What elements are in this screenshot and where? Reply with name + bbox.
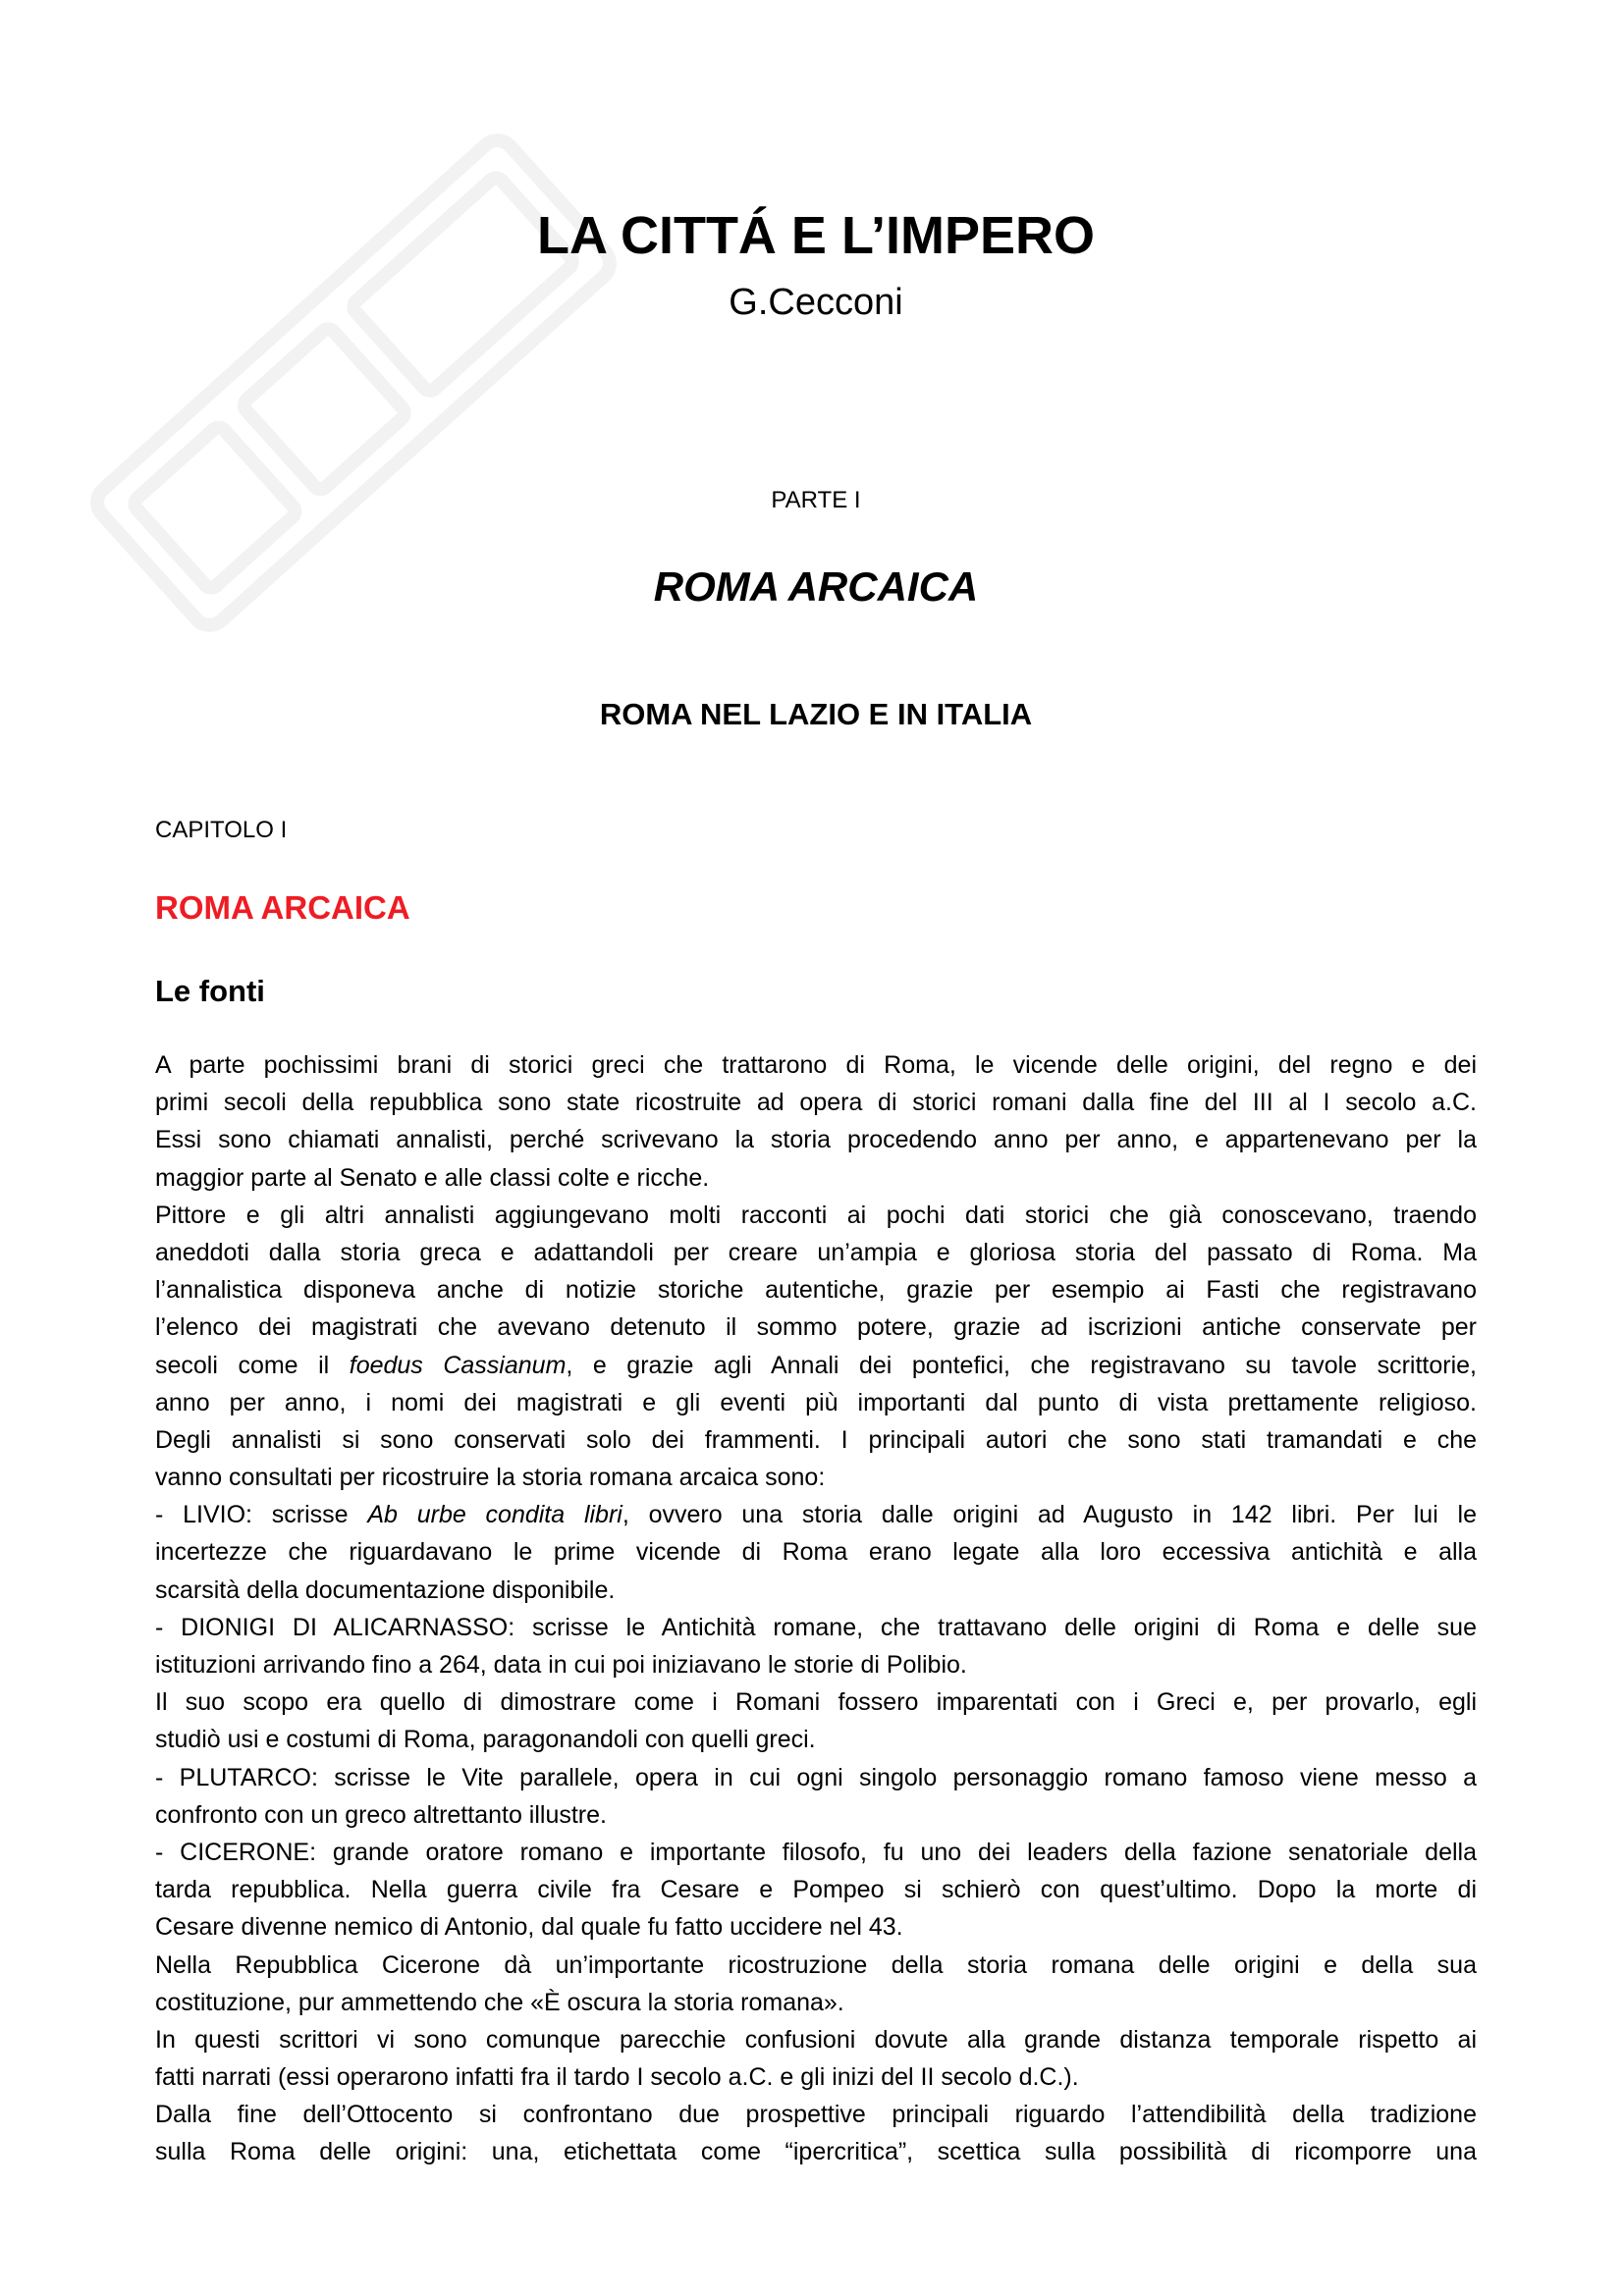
body-line: - CICERONE: grande oratore romano e importante filosofo, fu uno dei leaders della fazione senatoriale della [155,1838,1477,1866]
section-title: ROMA NEL LAZIO E IN ITALIA [599,697,1033,731]
body-line: vanno consultati per ricostruire la storia romana arcaica sono: [155,1464,826,1492]
body-line: aneddoti dalla storia greca e adattandoli per creare un’ampia e gloriosa storia del passato di Roma. Ma [155,1238,1477,1266]
body-line-emphasis: Ab urbe condita libri [367,1501,622,1529]
body-line: anno per anno, i nomi dei magistrati e gli eventi più importanti dal punto di vista prettamente religioso. [155,1388,1477,1416]
body-line: incertezze che riguardavano le prime vicende di Roma erano legate alla loro eccessiva antichità e alla [155,1538,1477,1567]
body-line-text: - LIVIO: scrisse [155,1501,368,1529]
body-line: scarsità della documentazione disponibile. [155,1575,616,1604]
body-line: confronto con un greco altrettanto illustre. [155,1800,607,1829]
body-line: Cesare divenne nemico di Antonio, dal quale fu fatto uccidere nel 43. [155,1913,903,1942]
body-line: Nella Repubblica Cicerone dà un’importante ricostruzione della storia romana delle origini e della sua [155,1950,1477,1979]
body-line-text: , e grazie agli Annali dei pontefici, che registravano su tavole scrittorie, [566,1351,1477,1379]
document-author: G.Cecconi [729,282,903,323]
body-line: sulla Roma delle origini: una, etichettata come “ipercritica”, scettica sulla possibilità di ricomporre una [155,2138,1477,2166]
body-text [155,1046,1477,2171]
body-line: A parte pochissimi brani di storici greci che trattarono di Roma, le vicende delle origini, del regno e dei [155,1051,1477,1079]
body-line: l’annalistica disponeva anche di notizie storiche autentiche, grazie per esempio ai Fasti che registravano [155,1276,1477,1305]
body-line: Dalla fine dell’Ottocento si confrontano due prospettive principali riguardo l’attendibilità della tradizione [155,2101,1477,2129]
body-line: Essi sono chiamati annalisti, perché scrivevano la storia procedendo anno per anno, e appartenevano per la [155,1126,1477,1154]
part-title: ROMA ARCAICA [653,563,979,610]
body-line [155,1347,1477,1384]
body-line: fatti narrati (essi operarono infatti fra il tardo I secolo a.C. e gli inizi del II secolo d.C.). [155,2063,1079,2092]
chapter-label: CAPITOLO I [155,817,288,843]
body-line: primi secoli della repubblica sono state ricostruite ad opera di storici romani dalla fine del III al I secolo a.C. [155,1089,1477,1117]
body-line: Degli annalisti si sono conservati solo dei frammenti. I principali autori che sono stati tramandati e che [155,1425,1477,1454]
body-line: - PLUTARCO: scrisse le Vite parallele, opera in cui ogni singolo personaggio romano famoso viene messo a [155,1763,1477,1791]
body-line: istituzioni arrivando fino a 264, data in cui poi iniziavano le storie di Polibio. [155,1651,967,1679]
body-line: - DIONIGI DI ALICARNASSO: scrisse le Antichità romane, che trattavano delle origini di Roma e delle sue [155,1613,1477,1641]
body-line: studiò usi e costumi di Roma, paragonandoli con quelli greci. [155,1726,816,1754]
chapter-title: ROMA ARCAICA [155,889,410,926]
body-line: Pittore e gli altri annalisti aggiungevano molti racconti ai pochi dati storici che già conoscevano, traendo [155,1201,1477,1229]
body-line-text: , ovvero una storia dalle origini ad Augusto in 142 libri. Per lui le [622,1501,1477,1529]
body-line: costituzione, pur ammettendo che «È oscura la storia romana». [155,1988,844,2016]
body-line-emphasis: foedus Cassianum [349,1351,567,1379]
document-title: LA CITTÁ E L’IMPERO [536,206,1095,265]
body-line: Il suo scopo era quello di dimostrare come i Romani fossero imparentati con i Greci e, per provarlo, egli [155,1688,1477,1717]
body-line: maggior parte al Senato e alle classi colte e ricche. [155,1163,710,1192]
body-line: tarda repubblica. Nella guerra civile fra Cesare e Pompeo si schierò con quest’ultimo. Dopo la morte di [155,1876,1477,1904]
subsection-title: Le fonti [155,974,265,1008]
body-line: l’elenco dei magistrati che avevano detenuto il sommo potere, grazie ad iscrizioni antiche conservate per [155,1313,1477,1342]
body-line [155,1496,1477,1533]
part-label: PARTE I [771,487,861,513]
body-line: In questi scrittori vi sono comunque parecchie confusioni dovute alla grande distanza temporale rispetto ai [155,2025,1477,2054]
body-line-text: secoli come il [155,1351,350,1379]
